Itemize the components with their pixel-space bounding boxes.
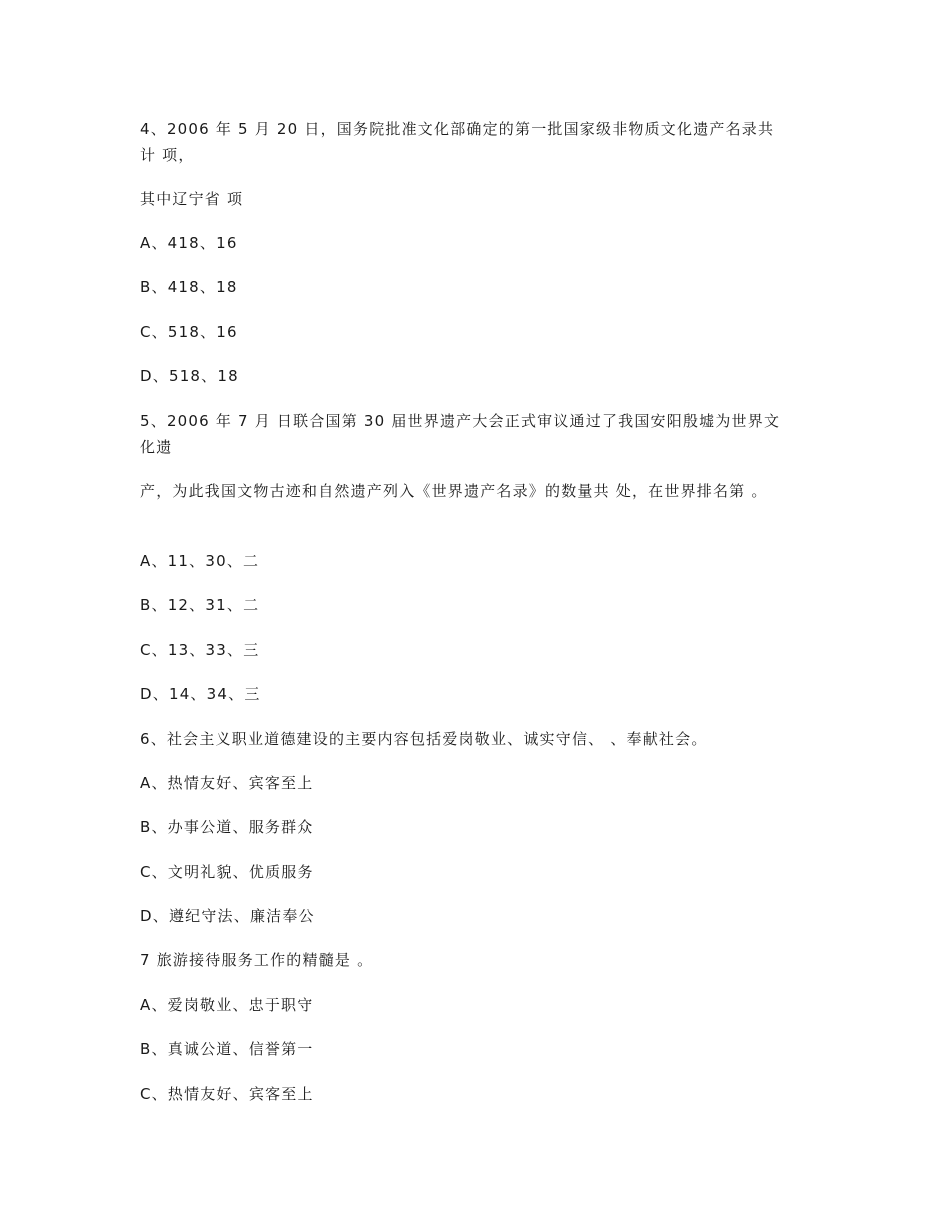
- question-4-stem: 4、2006 年 5 月 20 日，国务院批准文化部确定的第一批国家级非物质文化遗产名录共: [140, 120, 775, 138]
- question-4-option-c: C、518、16: [140, 323, 238, 341]
- question-5-stem-cont: 产，为此我国文物古迹和自然遗产列入《世界遗产名录》的数量共 处，在世界排名第 。: [140, 482, 768, 500]
- question-6-option-a: A、热情友好、宾客至上: [140, 774, 314, 792]
- question-5-stem-cont: 化遗: [140, 438, 173, 456]
- question-5-option-b: B、12、31、二: [140, 596, 260, 614]
- question-4-stem-cont: 其中辽宁省 项: [140, 190, 244, 208]
- question-5-stem: 5、2006 年 7 月 日联合国第 30 届世界遗产大会正式审议通过了我国安阳殷墟为世界文: [140, 412, 781, 430]
- question-7-option-a: A、爱岗敬业、忠于职守: [140, 996, 314, 1014]
- question-7-option-c: C、热情友好、宾客至上: [140, 1085, 314, 1103]
- question-4-option-b: B、418、18: [140, 278, 238, 296]
- question-6-option-b: B、办事公道、服务群众: [140, 818, 314, 836]
- question-4-option-d: D、518、18: [140, 367, 239, 385]
- question-6-stem: 6、社会主义职业道德建设的主要内容包括爱岗敬业、诚实守信、 、奉献社会。: [140, 730, 708, 748]
- question-7-stem: 7 旅游接待服务工作的精髓是 。: [140, 951, 374, 969]
- question-4-option-a: A、418、16: [140, 234, 238, 252]
- question-5-option-c: C、13、33、三: [140, 641, 260, 659]
- question-4-stem-cont: 计 项，: [140, 146, 195, 164]
- question-6-option-c: C、文明礼貌、优质服务: [140, 863, 314, 881]
- question-5-option-d: D、14、34、三: [140, 685, 261, 703]
- question-7-option-b: B、真诚公道、信誉第一: [140, 1040, 314, 1058]
- question-6-option-d: D、遵纪守法、廉洁奉公: [140, 907, 315, 925]
- question-5-option-a: A、11、30、二: [140, 552, 260, 570]
